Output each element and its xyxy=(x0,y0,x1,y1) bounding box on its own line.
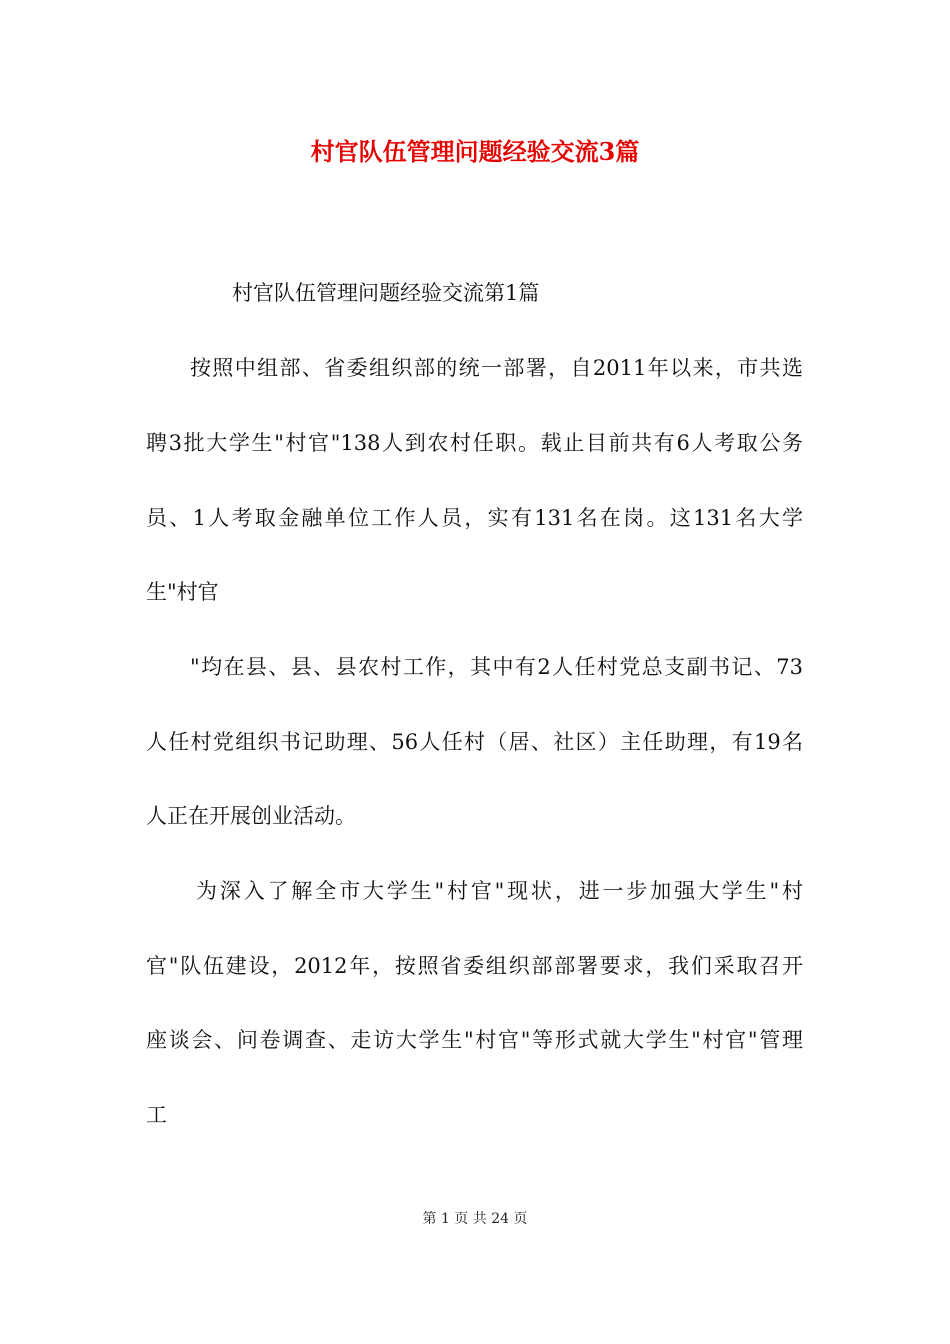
body-line: "均在县、县、县农村工作，其中有2人任村党总支副书记、73 xyxy=(190,655,803,679)
body-line: 按照中组部、省委组织部的统一部署，自2011年以来，市共选 xyxy=(190,356,803,380)
body-line: 聘3批大学生"村官"138人到农村任职。载止目前共有6人考取公务 xyxy=(146,431,803,455)
body-line: 人正在开展创业活动。 xyxy=(146,804,356,828)
body-line: 员、1人考取金融单位工作人员，实有131名在岗。这131名大学 xyxy=(146,506,803,530)
body-line: 人任村党组织书记助理、56人任村（居、社区）主任助理，有19名 xyxy=(146,730,803,754)
body-line: 生"村官 xyxy=(146,580,219,604)
body-line: 座谈会、问卷调查、走访大学生"村官"等形式就大学生"村官"管理 xyxy=(146,1028,803,1052)
page-number: 第 1 页 共 24 页 xyxy=(422,1211,528,1227)
body-line: 为深入了解全市大学生"村官"现状，进一步加强大学生"村 xyxy=(196,879,803,903)
body-line: 官"队伍建设，2012年，按照省委组织部部署要求，我们采取召开 xyxy=(146,954,803,978)
section-heading: 村官队伍管理问题经验交流第1篇 xyxy=(232,281,540,305)
document-title: 村官队伍管理问题经验交流3篇 xyxy=(310,137,640,166)
body-line: 工 xyxy=(146,1103,167,1127)
